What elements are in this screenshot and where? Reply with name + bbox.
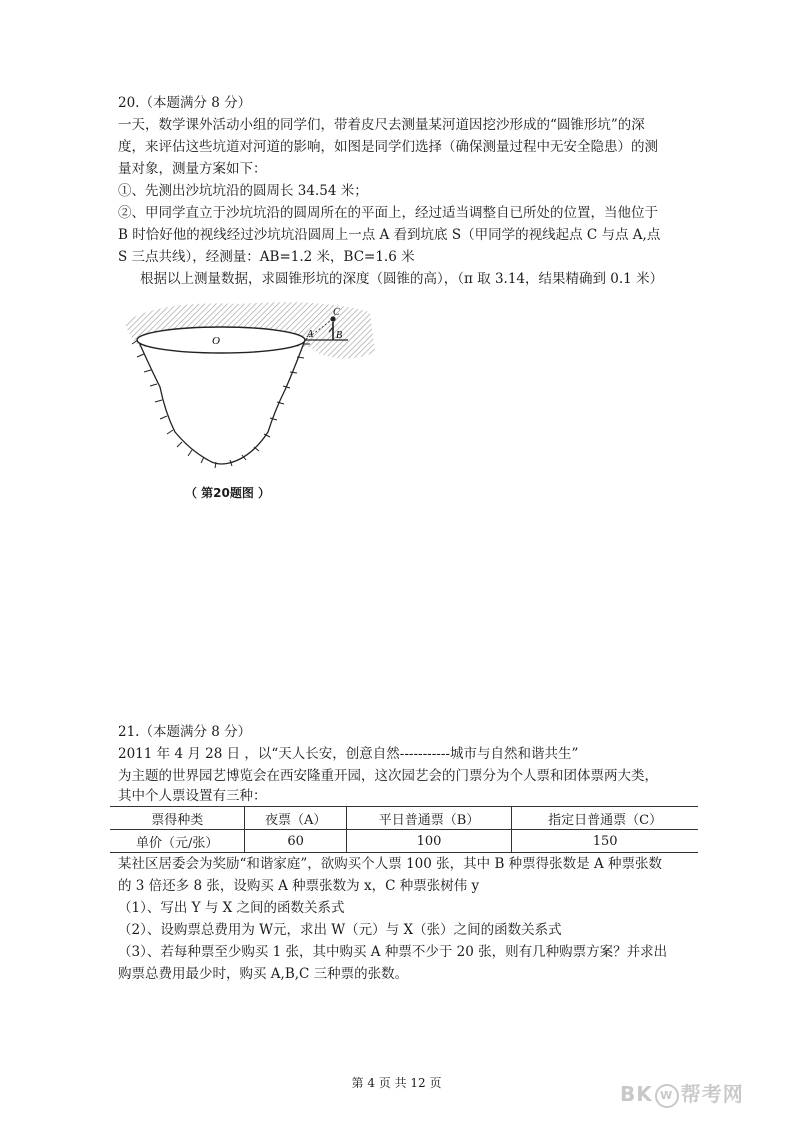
page-number: 第 4 页 共 12 页 [351,1076,442,1090]
table-header-cell: 夜票（A） [245,807,347,830]
q20-line-1: 一天，数学课外活动小组的同学们，带着皮尺去测量某河道因挖沙形成的“圆锥形坑”的深 [118,117,645,133]
label-o: O [212,335,220,347]
figure-caption: （ 第20题图 ） [185,486,271,500]
label-b: B [336,330,343,341]
q21-header: 21.（本题满分 8 分） [118,724,252,740]
table-header-cell: 票得种类 [110,807,245,830]
label-c: C [333,307,340,318]
q20-line-2: 度，来评估这些坑道对河道的影响，如图是同学们选择（确保测量过程中无安全隐患）的测 [118,139,658,155]
table-cell: 60 [245,830,347,853]
q20-line-4: ①、先测出沙坑坑沿的圆周长 34.54 米； [118,183,368,199]
q20-line-7: S 三点共线），经测量：AB=1.2 米，BC=1.6 米 [118,249,415,265]
ticket-price-table [110,806,698,853]
q20-question: 根据以上测量数据，求圆锥形坑的深度（圆锥的高），（π 取 3.14，结果精确到 0.1 米） [140,271,664,287]
q21-part-3: （3）、若每种票至少购买 1 张，其中购买 A 种票不少于 20 张，则有几种购票方案？并求出 [118,944,668,960]
q20-header: 20.（本题满分 8 分） [118,95,252,111]
table-header-cell: 平日普通票（B） [346,807,511,830]
pit-rim [137,327,305,353]
q20-line-6: B 时恰好他的视线经过沙坑坑沿圆周上一点 A 看到坑底 S（甲同学的视线起点 C 与点 A,点 [118,227,661,243]
table-header-cell: 指定日普通票（C） [512,807,698,830]
q21-part-3-cont: 购票总费用最少时，购买 A,B,C 三种票的张数。 [118,966,409,982]
watermark-logo [620,1078,744,1108]
pit-wall-hatch [132,340,310,468]
watermark-left: BK [620,1082,653,1106]
label-a: A [307,329,314,340]
watermark-right: 帮考网 [680,1082,744,1106]
q20-line-3: 量对象，测量方案如下： [118,161,267,177]
table-row [110,830,698,853]
q21-intro-2: 为主题的世界园艺博览会在西安隆重开园，这次园艺会的门票分为个人票和团体票两大类， [118,768,658,784]
q21-part-1: （1）、写出 Y 与 X 之间的函数关系式 [118,900,345,916]
q21-part-2: （2）、设购票总费用为 W元，求出 W（元）与 X（张）之间的函数关系式 [118,922,562,938]
table-cell: 单价（元/张） [110,830,245,853]
pit-wall [138,340,305,464]
cone-pit-figure [120,292,380,482]
q21-intro-1: 2011 年 4 月 28 日 ，以“天人长安，创意自然-----------城市与自然和谐共生” [118,746,579,762]
table-header-row [110,807,698,830]
q21-line-2: 的 3 倍还多 8 张，设购买 A 种票张数为 x，C 种票张树伟 y [118,878,480,894]
q20-line-5: ②、甲同学直立于沙坑坑沿的圆周所在的平面上，经过适当调整自已所处的位置，当他位于 [118,205,658,221]
table-cell: 150 [512,830,698,853]
table-cell: 100 [346,830,511,853]
watermark-mark: W [655,1084,679,1108]
q21-intro-3: 其中个人票设置有三种： [118,788,267,804]
q21-line-1: 某社区居委会为奖励“和谐家庭”，欲购买个人票 100 张，其中 B 种票得张数是 A 种票张数 [118,856,662,872]
